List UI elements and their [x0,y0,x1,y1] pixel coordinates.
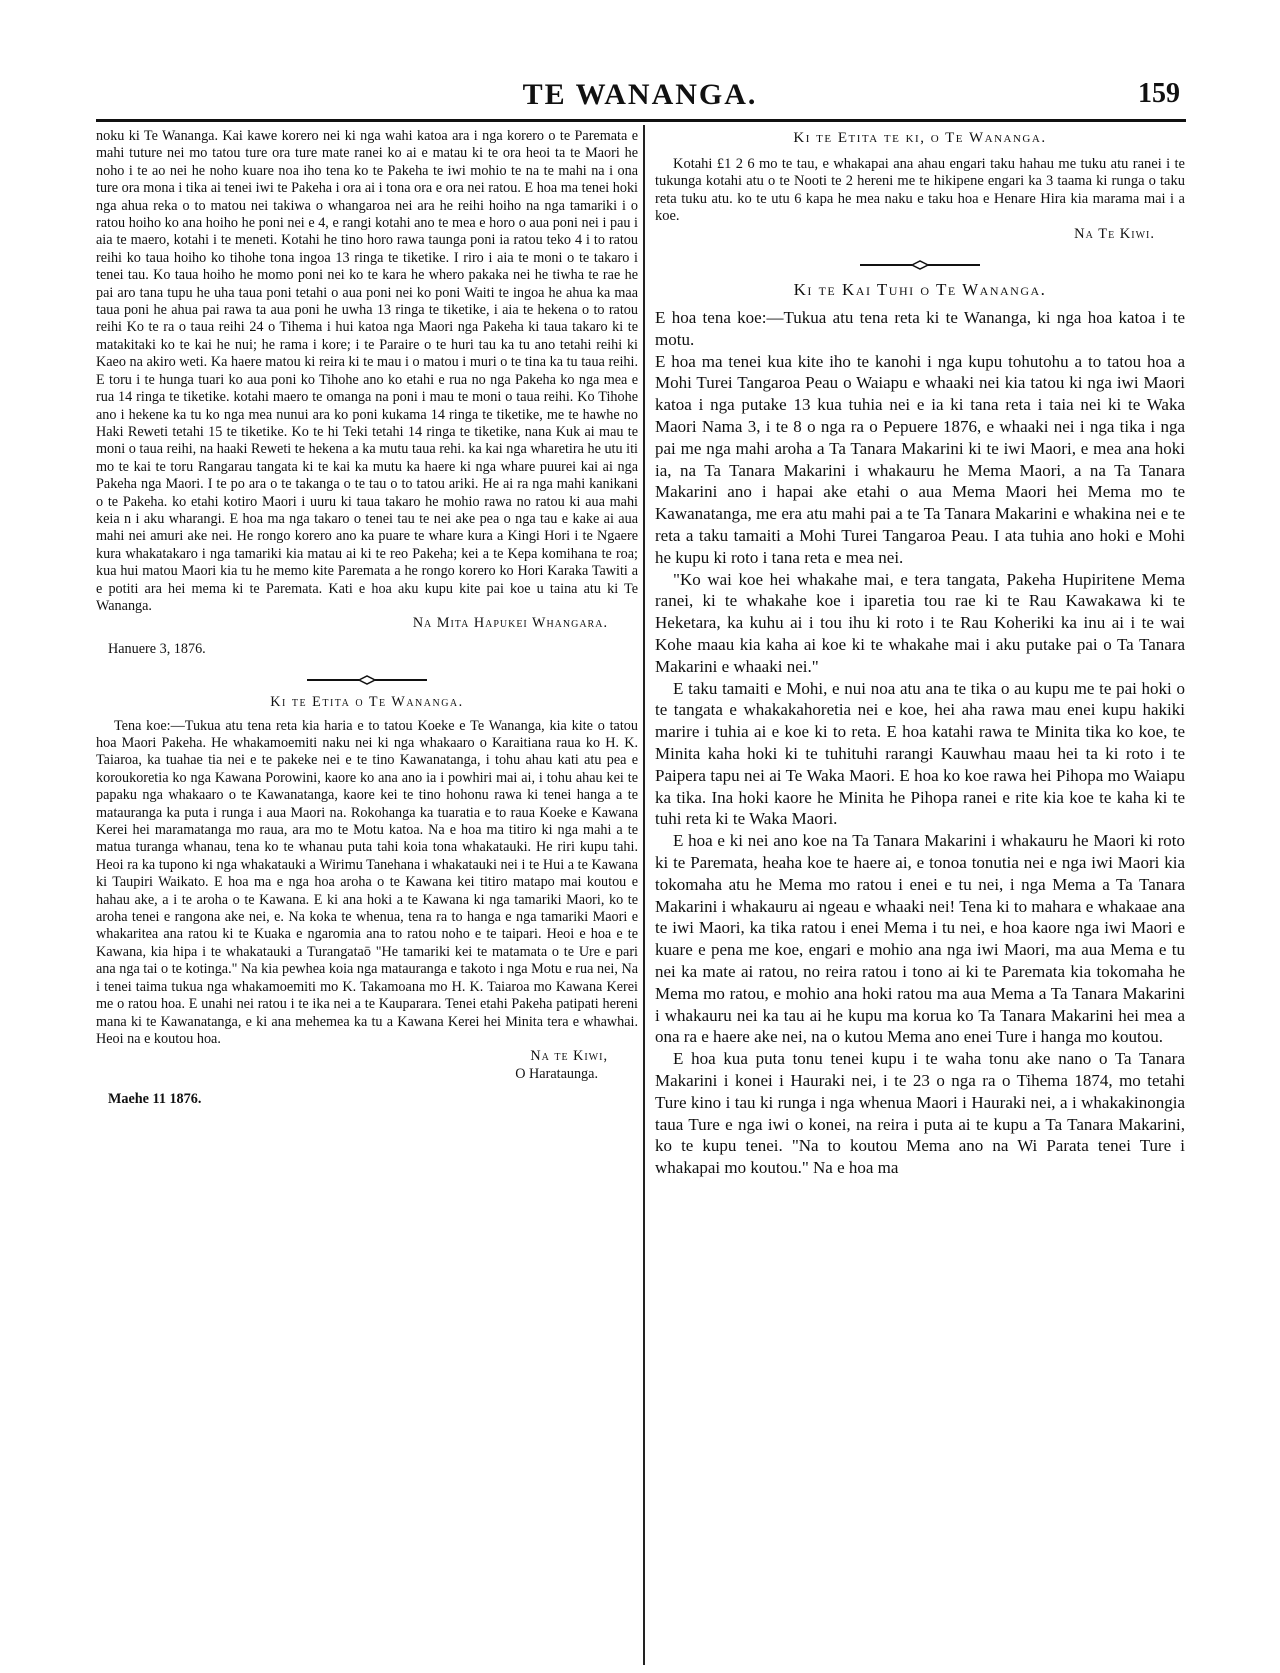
letter-signature: Na Mita Hapukei Whangara. [412,615,608,632]
page-header [0,78,1280,118]
letter-body: E hoa kua puta tonu tenei kupu i te waha tonu ake nano o Ta Tanara Makarini i konei i Hauraki nei, i te 23 o nga ra o Tihema 1874, mo tetahi Ture kino i tau ki runga i nga whenua Maori i Hauraki nei, a i whakakinongia taua Ture e nga iwi o konei, na reira i puta ai te kupu a Ta Tanara Makarini, ko te kupu tenei. "Na to koutou Mema ano na Wi Parata tenei Ture i whakapai mo koutou." Na e hoa ma [655,1049,1185,1178]
ornament-divider-icon [297,674,437,686]
header-rule [96,119,1186,122]
letter-body: E taku tamaiti e Mohi, e nui noa atu ana te tika o au kupu me te pai hoki o te tangata e whakakahoretia nei e koe, hei aha rawa mau enei kupu hakiki marire i tuhia ai e koe ki to reta. E hoa katahi rawa te Minita tika ko koe, te Minita kaha hoki ki te tuhituhi rarangi Kauwhau maau hei ta ki roto i te Paipera tapu nei ai Te Waka Maori. E hoa ko koe rawa hei Pihopa mo Waiapu ka tika. Ina hoki kaore he Minita he Pihopa ranei e rite kia koe te kaha ki te tuhi reta ki te Waka Maori. [655,678,1185,829]
right-column [655,128,1185,1179]
letter-heading: Ki te Etita te ki, o Te Wananga. [793,130,1047,146]
letter-body: E hoa tena koe:—Tukua atu tena reta ki te Wananga, ki nga hoa katoa i te motu. [655,308,1185,349]
page-number: 159 [1138,78,1180,109]
letter-signature: Na Te Kiwi. [1074,225,1155,242]
letter-signature-place: O Harataunga. [515,1065,598,1082]
letter-body: E hoa e ki nei ano koe na Ta Tanara Makarini i whakauru he Maori ki roto ki te Paremata, heaha koe te haere ai, e tonoa tonutia nei e nga iwi Maori kia tokomaha atu he Mema mo ratou i enei e tu nei, i nga Mema a Ta Tanara Makarini i whakauru ai ngeau e whaaki nei! Tena ki to mahara e whakaae ana te iwi Maori, ka tika ratou i enei Mema i tu nei, e hoa kaore nga iwi Maori e kuare e pena me koe, engari e mohio ana nga iwi Maori, ma aua Mema e tu nei ka mate ai ratou, no reira ratou i tono ai ki te Paremata kia tokomaha he Mema mo ratou, e mohio ana hoki ratou ma aua Mema a Ta Tanara Makarini i whakauru nei ka tau ai he kupu ma korua ko Ta Tanara Makarini hei mea a ona ra e haere ake nei, na o kutou Mema ano enei Ture i hanga mo koutou. [655,831,1185,1047]
letter-date: Maehe 11 1876. [108,1091,202,1108]
ornament-divider-icon [850,259,990,271]
letter-body: noku ki Te Wananga. Kai kawe korero nei ki nga wahi katoa ara i nga korero o te Paremata e mahi tuture nei mo tatou ture ora ture mate ranei ko ai e matau ki te ora heoi ta te Maori he noho i te ao nei he noho kuare noa iho tena ko te Pakeha te iwi mohio te na te mahi na i ona ture ora mona i tika ai tenei iwi te Pakeha i ora ai i tona ora e ora nei ratou. E hoa ma tenei hoki nga ahua reka o to matou nei takiwa o whangaroa nei ara he reihi hoiho na nga tamariki i o ratou hoiho ko ana hoiho he poni nei e 4, e rangi kotahi ano te mea e horo o aua poni nei i pau i aia te maero, kotahi i te meneti. Kotahi he tino horo rawa taunga poni ia ratou teko 4 i to ratou reihi ko taua hoiho ko tihohe tona ingoa 13 ringa te tiketike. I riro i aia te moni o te takaro i tenei tau. Ko taua hoiho he momo poni nei ko te kara he whero pakaka nei he tiwha te rae he pai aro tana tupu he uha taua poni tetahi o aua poni nei ko poni Waiti te ingoa he ahua ka maa taua poni he ahua pai rawa ta aua poni he uwha 13 ringa te tiketike, i aia te hekena o to ratou reihi Ko te ra o taua reihi 24 o Tihema i hui katoa nga Maori nga Pakeha ki taua takaro ki te matakitaki ko te kai he nui; he rama i kore; i te Paraire o te huri tau ka tu ano tetahi reihi ki Kaeo na akiro weti. Ka haere matou ki reira ki te mau i o matou i muri o te tina ka tu taua reihi. E toru i te hunga tuari ko aua poni ko Tihohe ano ko etahi e rua no nga Pakeha ko nga mea e rua 14 ringa te tiketike. kotahi maero te omanga na poni i mau te moni o taua reihi. Ko Tihohe ano i hekene ka tu ko nga mea nunui ara ko poni kukama 14 ringa te tiketike, me te hawhe no Haki Reweti tetahi 15 te tiketike. Ko te hi Teki tetahi 14 ringa te tiketike, nana Kuk ai mau te moni o taua reihi, na haaki Reweti te hekena a ka mutu taua rehi. ka kai nga wharetira he utu iti mo te kai te toru Rangarau tangata ki te kai ka mutu ka haere ki nga whare puurei kai ai nga Pakeha nga Maori. I te po ara o te takanga o te tau o to tatou ariki. He ai ra nga mahi kanikani o te Pakeha. ko etahi kotiro Maori i uuru ki taua takaro he mohio rawa no ratou ki aua mahi keia n i aku wharangi. E hoa ma nga takaro o tenei tau te nei ake pea o nga tau e kake ai aua mahi nei amuri ake nei. He rongo korero ano ka puare te whare kura a Kingi Hori i te Ngaere kura whakatakaro i nga tamariki kia matau ai ki te reo Pakeha; kei a te Kepa komihana te roa; kua hui matou Maori kia tu he memo kite Paremata a he rongo korero ko Hori Karaka Tawiti a e potiti ara hei mema ki te Paremata. Kati e hoa aku kupu kite pai koe u taina atu ki Te Wananga. [96,128,638,614]
newspaper-title: TE WANANGA. [522,78,758,111]
letter-signature: Na te Kiwi, [530,1048,608,1065]
letter-body: E hoa ma tenei kua kite iho te kanohi i nga kupu tohutohu a to tatou hoa a Mohi Turei Tangaroa Peau o Waiapu e whaaki nei kia tatou ki nga iwi Maori katoa i nga putake 13 kua tuhia nei e ia ki tana reta i taia nei ki te Waka Maori Nama 3, i te 8 o nga ra o Pepuere 1876, e whaaki nei i nga tika i nga pai me nga mahi aroha a Ta Tanara Makarini ki te iwi Maori, e mea ana hoki ia, na Ta Tanara Makarini i whakauru he Mema Maori, a na Ta Tanara Makarini ano i hapai ake etahi o aua Mema Maori hei Mema mo te Kawanatanga, me era atu mahi pai a te Ta Tanara Makarini e whakina nei e te reta a taku tamaiti a Mohi Turei Tangaroa Peau. I ata tuhia ano hoki e Mohi he kupu ki roto i tana reta e mea nei. [655,351,1185,567]
letter-date: Hanuere 3, 1876. [108,640,206,657]
column-divider [643,125,645,1665]
letter-quote: "Ko wai koe hei whakahe mai, e tera tangata, Pakeha Hupiritene Mema ranei, ki te whakahe koe i iparetia tou rae ki te Rau Kawakawa ki te Heketara, ka kuhu ai i tou ihu ki roto i te Rau Koheriki ka inu ai i te wai Kohe maau kia kaha ai koe ki te whakahe mai i aku putake pai o Ta Tanara Makarini e whaaki nei." [655,569,1185,676]
letter-body: Tena koe:—Tukua atu tena reta kia haria e to tatou Koeke e Te Wananga, kia kite o tatou hoa Maori Pakeha. He whakamoemiti naku nei ki nga whakaaro o Karaitiana raua ko H. K. Taiaroa, ka tuahae tia nei e te pakeke nei e te tino Kawanatanga, i tohu ahau kati atu pea e koroukoretia ko nga Kawana Porowini, kaore ko ana ano ia i powhiri mai ai, i tohu ahau kei te papaku nga whakaaro o te Kawanatanga, kaore kei te tino hohonu rawa ki tenei hanga a te matauranga ka puta i runga i aua Maori na. Rokohanga ka tuaratia e to raua Koeke e Kawana Kerei hei maramatanga mo raua, ara mo te Motu katoa. Na e hoa ma titiro ki nga mahi a te matua turanga whanau, tena ko te whanau puta tahi koia tona whakatauki. He riri kupu tahi. Heoi ra ka tupono ki nga whakatauki a Wirimu Tanehana i whakatauki nei i te Hui a te Kawana ki Taupiri Waikato. E hoa ma e nga hoa aroha o te Kawana kei titiro matapo mai koutou e hahau ake, a i te aroha o te Kawana. E ki ana hoki a te Kawana ki nga tamariki Maori, ko te aroha tenei e rangona ake nei, e. Na koka te whenua, tena ra to hanga e nga tamariki Maori e whakaritea ana ratou ki te Kuaka e ngaromia ana to ratou noho e te taipari. Heoi e hoa e te Kawana, kia hipa i te whakatauki a Turangataō "He tamariki kei te matamata o te Ure e pari ana nga tai o te kotinga." Na kia pewhea koia nga matauranga e takoto i nga Motu e rua nei, Na i tenei taima tukua nga whakamoemiti mo K. Takamoana mo H. K. Taiaroa mo Kawana Kerei me o ratou hoa. E unahi nei ratou i te ika nei a te Kauparara. Tenei etahi Pakeha patipati hereni mana ki te Kawanatanga, e ki ana mehemea ka tu a Kawana Kerei hei Minita tera e whawhai. Heoi na e koutou hoa. [96,717,638,1047]
left-column [96,128,638,1109]
letter-heading: Ki te Etita o Te Wananga. [270,694,464,711]
letter-body: Kotahi £1 2 6 mo te tau, e whakapai ana ahau engari taku hahau me tuku atu ranei i te tukunga kotahi atu o te Nooti te 2 hereni me te hikipene engari ka 3 taama ki runga o taku reta tuku atu. ko te utu 6 kapa he mea naku e taku hoa e Henare Hira kia marama mai i a koe. [655,155,1185,225]
letter-heading: Ki te Kai Tuhi o Te Wananga. [793,280,1047,300]
